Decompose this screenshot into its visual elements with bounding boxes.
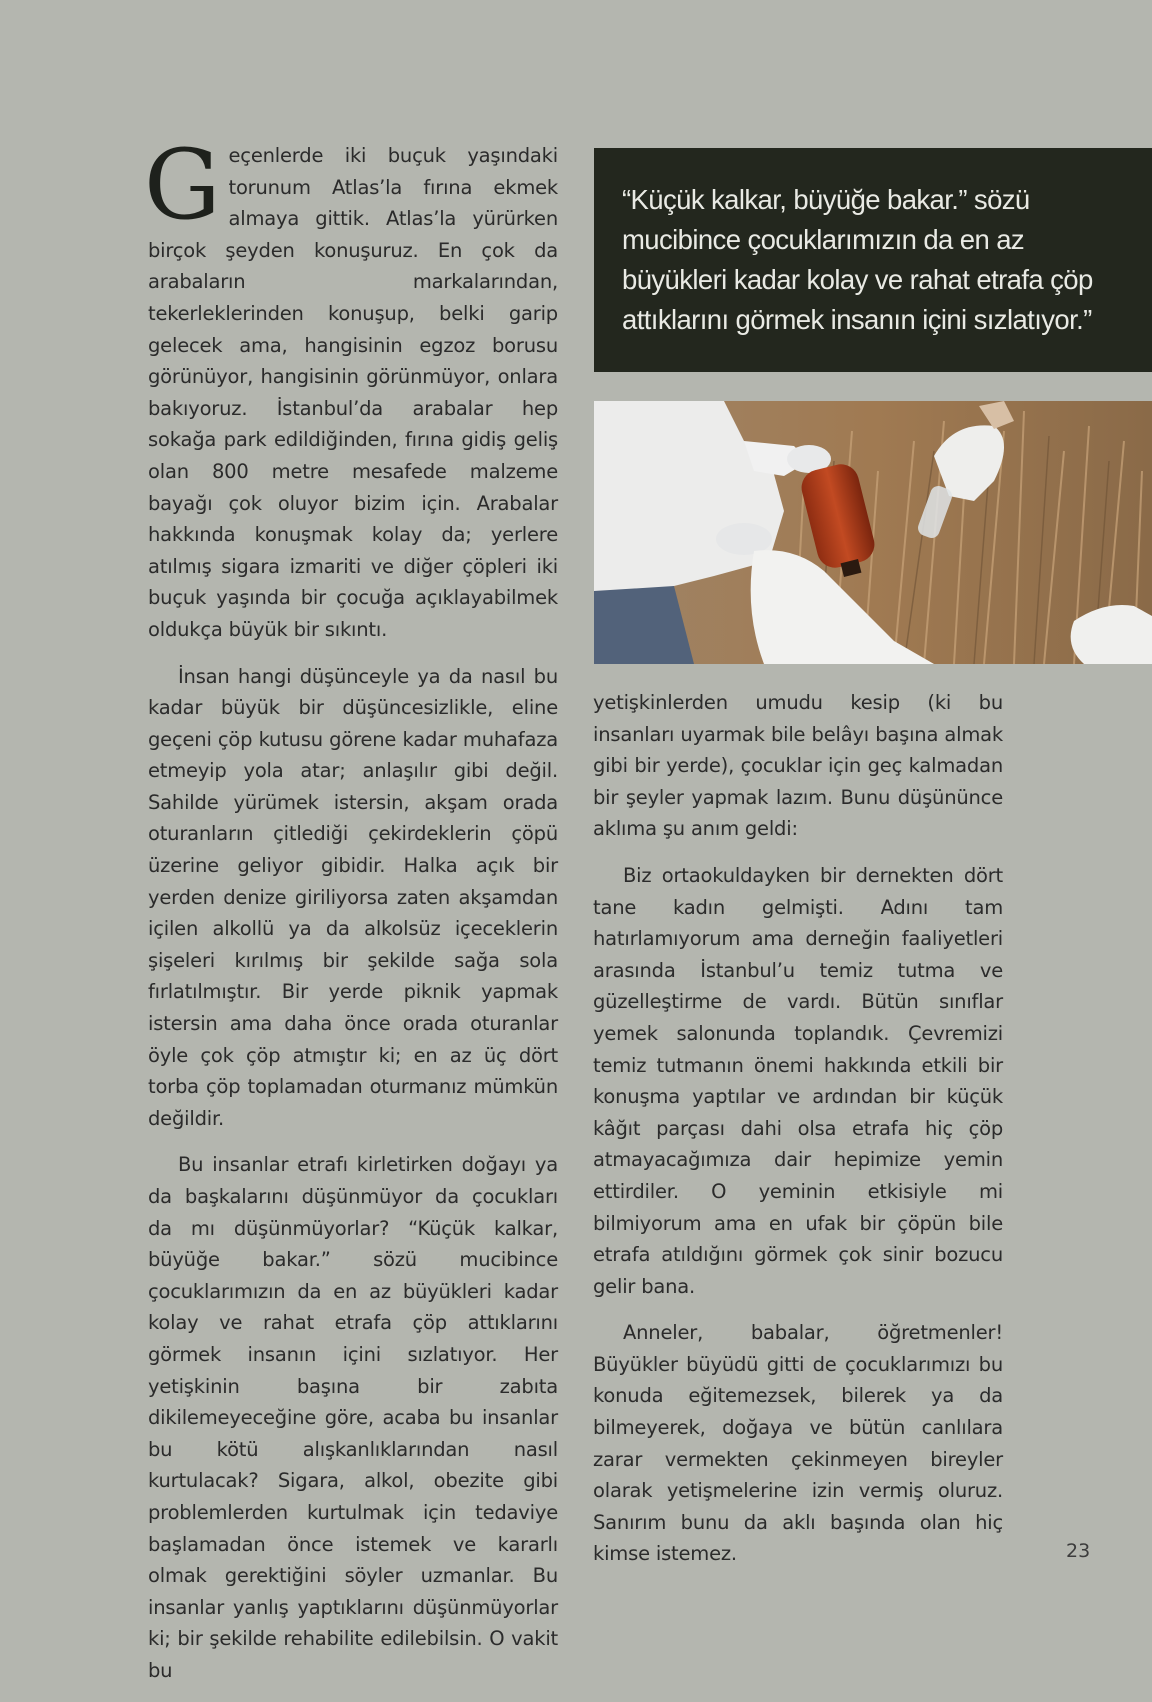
article-paragraph: İnsan hangi düşünceyle ya da nasıl bu kadar büyük bir düşüncesizlikle, eline geçeni çöp kutusu görene kadar muhafaza etmeyip yola atar; anlaşılır gibi değil. Sahilde yürümek istersin, akşam orada oturanların çitlediği çekirdeklerin çöpü üzerine geliyor gibidir. Halka açık bir yerden denize giriliyorsa zaten akşamdan içilen alkollü ya da alkolsüz içeceklerin şişeleri kırılmış bir şekilde sağa sola fırlatılmıştır. Bir yerde piknik yapmak istersin ama daha önce orada oturanlar öyle çok çöp atmıştır ki; en az üç dört torba çöp toplamadan oturmanız mümkün değildir.: [148, 664, 558, 1130]
article-paragraph-text: eçenlerde iki buçuk yaşındaki torunum Atlas’la fırına ekmek almaya gittik. Atlas’la yürürken birçok şeyden konuşuruz. En çok da arabaların markalarından, tekerleklerinden konuşup, belki garip gelecek ama, hangisinin egzoz borusu görünüyor, hangisinin görünmüyor, onlara bakıyoruz. İstanbul’da arabalar hep sokağa park edildiğinden, fırına gidiş geliş olan 800 metre mesafede malzeme bayağı çok oluyor bizim için. Arabalar hakkında konuşmak kolay da; yerlere atılmış sigara izmariti ve diğer çöpleri iki buçuk yaşında bir çocuğa açıklayabilmek oldukça büyük bir sıkıntı.: [148, 144, 558, 641]
article-column-left: [144, 129, 558, 1702]
article-paragraph: [144, 129, 558, 646]
article-paragraph: Biz ortaokuldayken bir dernekten dört tane kadın gelmişti. Adını tam hatırlamıyorum ama derneğin faaliyetleri arasında İstanbul’u temiz tutma ve güzelleştirme de vardı. Bütün sınıflar yemek salonunda toplandık. Çevremizi temiz tutmanın önemi hakkında etkili bir konuşma yaptılar ve ardından bir küçük kâğıt parçası dahi olsa etrafa hiç çöp atmayacağımıza dair hepimize yemin ettirdiler. O yeminin etkisiyle mi bilmiyorum ama en ufak bir çöpün bile etrafa atıldığını görmek çok sinir bozucu gelir bana.: [593, 863, 1003, 1298]
article-column-right: [593, 687, 1003, 1585]
dropcap-letter: G: [144, 129, 221, 241]
article-paragraph: Bu insanlar etrafı kirletirken doğayı ya da başkalarını düşünmüyor da çocukları da mı düşünmüyorlar? “Küçük kalkar, büyüğe bakar.” sözü mucibince çocuklarımızın da en az büyükleri kadar kolay ve rahat etrafa çöp attıklarını görmek insanın içini sızlatıyor. Her yetişkinin başına bir zabıta dikilemeyeceğine göre, acaba bu insanlar bu kötü alışkanlıklarından nasıl kurtulacak? Sigara, alkol, obezite gibi problemlerden kurtulmak için tedaviye başlamadan önce istemek ve kararlı olmak gerektiğini söyler uzmanlar. Bu insanlar yanlış yaptıklarını düşünmüyorlar ki; bir şekilde rehabilite edilebilsin. O vakit bu: [148, 1153, 558, 1682]
article-paragraph: Anneler, babalar, öğretmenler! Büyükler büyüdü gitti de çocuklarımızı bu konuda eğitemezsek, bilerek ya da bilmeyerek, doğaya ve bütün canlılara zarar vermekten çekinmeyen bireyler olarak yetişmelerine izin vermiş oluruz. Sanırım bunu da aklı başında olan hiç kimse istemez.: [593, 1321, 1003, 1566]
pull-quote-box: [594, 148, 1152, 372]
page-number: 23: [1066, 1540, 1091, 1562]
litter-cleanup-photo: [594, 401, 1152, 664]
article-paragraph: yetişkinlerden umudu kesip (ki bu insanları uyarmak bile belâyı başına almak gibi bir yerde), çocuklar için geç kalmadan bir şeyler yapmak lazım. Bunu düşününce aklıma şu anım geldi:: [593, 691, 1003, 841]
photo-illustration: [594, 401, 1152, 664]
pull-quote-text: “Küçük kalkar, büyüğe bakar.” sözü mucibince çocuklarımızın da en az büyükleri kadar kolay ve rahat etrafa çöp attıklarını görmek insanın içini sızlatıyor.”: [622, 184, 1093, 335]
